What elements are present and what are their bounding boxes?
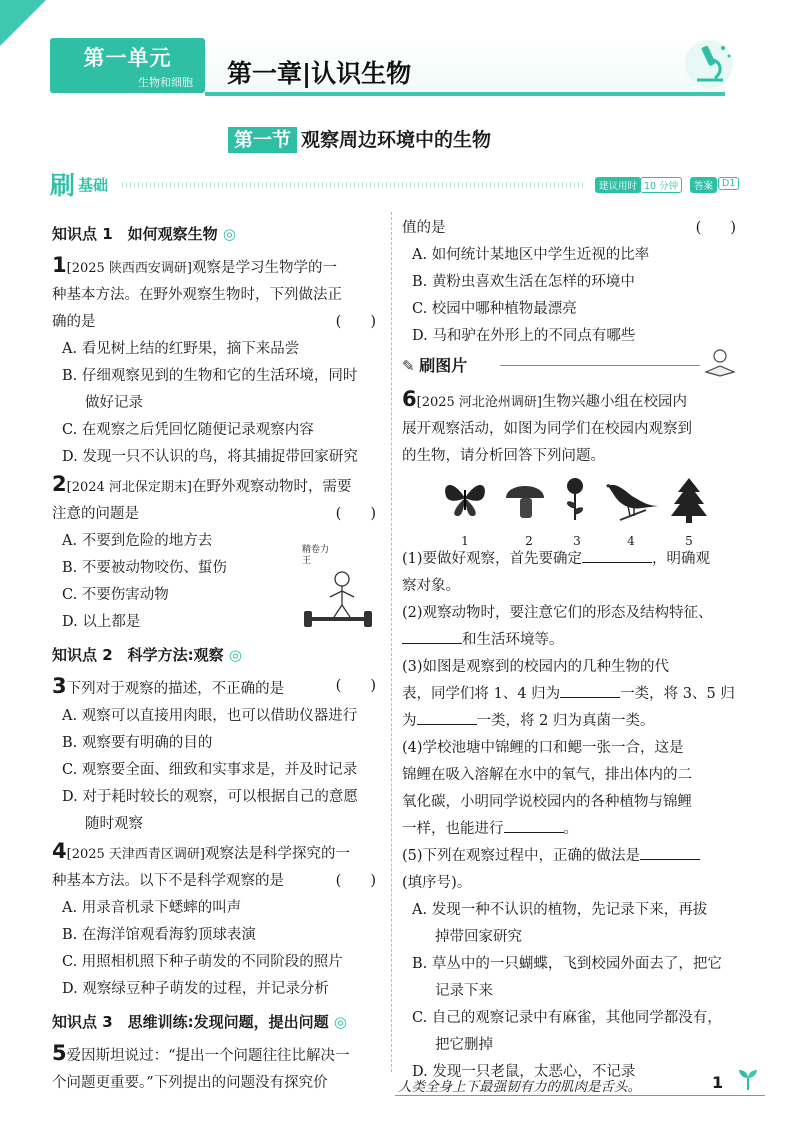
question-number: 6 xyxy=(402,387,417,411)
question-stem: 生物兴趣小组在校园内 xyxy=(542,394,687,410)
option-a: A. 发现一种不认识的植物，先记录下来，再拔 xyxy=(412,902,708,918)
question-source: [2025 河北沧州调研] xyxy=(416,395,542,410)
question-stem: 展开观察活动，如图为同学们在校园内观察到 xyxy=(402,421,692,437)
question-stem: 的生物，请分析回答下列问题。 xyxy=(402,448,605,464)
question-stem xyxy=(52,501,382,528)
option-a: A. 用录音机录下蟋蟀的叫声 xyxy=(62,900,242,916)
organisms-figure xyxy=(402,476,742,546)
question-stem-end: 注意的问题是 xyxy=(52,506,139,522)
subquestion-3-cont xyxy=(402,681,742,708)
column-divider xyxy=(391,212,392,1072)
section-name: 观察周边环境中的生物 xyxy=(301,129,492,151)
question-number: 3 xyxy=(52,674,67,698)
subquestion-4: (4)学校池塘中锦鲤的口和鳃一张一合，这是 xyxy=(402,740,684,756)
footer-quote: 人类全身上下最强韧有力的肌肉是舌头。 xyxy=(398,1079,641,1095)
option-c: C. 观察要全面、细致和实事求是，并及时记录 xyxy=(62,762,358,778)
option-c: C. 校园中哪种植物最漂亮 xyxy=(412,301,577,317)
target-icon: ◎ xyxy=(222,225,236,243)
answer-label: 答案 xyxy=(690,177,717,193)
answer-blank: ( ) xyxy=(335,678,376,694)
reader-icon xyxy=(702,346,738,378)
option-b: B. 仔细观察见到的生物和它的生活环境，同时 xyxy=(62,368,358,384)
microscope-icon xyxy=(683,38,735,90)
question-stem-end: 确的是 xyxy=(52,314,96,330)
question-number: 2 xyxy=(52,472,67,496)
question-stem xyxy=(52,309,382,336)
divider-line xyxy=(500,365,700,366)
tree-icon xyxy=(670,476,708,524)
option-c: C. 不要伤害动物 xyxy=(62,587,169,603)
question-source: [2025 陕西西安调研] xyxy=(66,261,192,276)
question-5 xyxy=(52,1040,382,1070)
figure-number: 2 xyxy=(525,534,533,548)
option-d: D. 观察绿豆种子萌发的过程，并记录分析 xyxy=(62,981,329,997)
subquestion-text: 一类，将 2 归为真菌一类。 xyxy=(476,713,655,729)
question-stem-end: 种基本方法。以下不是科学观察的是 xyxy=(52,873,284,889)
question-4 xyxy=(52,838,382,868)
dotted-rule xyxy=(122,182,586,188)
question-stem: 爱因斯坦说过：“提出一个问题往往比解决一 xyxy=(66,1048,350,1064)
question-stem xyxy=(402,215,742,242)
option-a: A. 观察可以直接用肉眼，也可以借助仪器进行 xyxy=(62,708,358,724)
question-stem: 在野外观察动物时，需要 xyxy=(192,479,352,495)
subquestion-text: 一样，也能进行 xyxy=(402,821,504,837)
question-3 xyxy=(52,673,382,703)
figure-number: 1 xyxy=(461,534,469,548)
fill-blank[interactable] xyxy=(504,816,564,833)
option-d: D. 发现一只不认识的鸟，将其捕捉带回家研究 xyxy=(62,449,358,465)
picture-practice-label: 刷图片 xyxy=(419,356,468,375)
knowledge-point-1 xyxy=(52,221,382,248)
option-b: B. 不要被动物咬伤、蜇伤 xyxy=(62,560,227,576)
subquestion-3-cont xyxy=(402,708,742,735)
question-number: 4 xyxy=(52,839,67,863)
question-number: 1 xyxy=(52,253,67,277)
option-c: C. 用照相机照下种子萌发的不同阶段的照片 xyxy=(62,954,343,970)
subquestion-text: (填序号)。 xyxy=(402,875,472,891)
mushroom-icon xyxy=(502,476,548,520)
option-d: D. 对于耗时较长的观察，可以根据自己的意愿 xyxy=(62,789,358,805)
question-stem-end: 值的是 xyxy=(402,220,446,236)
option-a-cont: 掉带回家研究 xyxy=(435,929,522,945)
weightlifter-icon xyxy=(302,567,374,631)
answer-blank: ( ) xyxy=(695,220,736,236)
answer-blank: ( ) xyxy=(335,314,376,330)
option-a: A. 如何统计某地区中学生近视的比率 xyxy=(412,247,650,263)
flower-icon xyxy=(560,476,590,522)
fill-blank[interactable] xyxy=(582,546,652,563)
option-a: A. 不要到危险的地方去 xyxy=(62,533,213,549)
knowledge-point-title: 知识点 1 如何观察生物 xyxy=(52,225,218,243)
butterfly-icon xyxy=(442,476,488,520)
knowledge-point-3 xyxy=(52,1009,382,1036)
knowledge-point-2 xyxy=(52,642,382,669)
pen-icon: ✎ xyxy=(402,357,415,375)
question-stem xyxy=(52,868,382,895)
question-1 xyxy=(52,252,382,282)
figure-number: 3 xyxy=(573,534,581,548)
subquestion-text: (5)下列在观察过程中，正确的做法是 xyxy=(402,848,641,864)
answer-blank: ( ) xyxy=(335,506,376,522)
option-d: D. 马和驴在外形上的不同点有哪些 xyxy=(412,328,636,344)
fill-blank[interactable] xyxy=(417,708,477,725)
option-c: C. 在观察之后凭回忆随便记录观察内容 xyxy=(62,422,314,438)
sprout-icon xyxy=(735,1066,761,1092)
unit-title: 第一单元 xyxy=(83,45,172,70)
subquestion-text: 锦鲤在吸入溶解在水中的氧气，排出体内的二 xyxy=(402,767,692,783)
subquestion-3: (3)如图是观察到的校园内的几种生物的代 xyxy=(402,659,670,675)
subquestion-text: 察对象。 xyxy=(402,578,460,594)
subquestion-text: 氧化碳，小明同学说校园内的各种植物与锦鲤 xyxy=(402,794,692,810)
subquestion-text: (1)要做好观察，首先要确定 xyxy=(402,551,583,567)
footer-rule xyxy=(395,1095,765,1096)
subquestion-text: 为 xyxy=(402,713,417,729)
subquestion-5 xyxy=(402,843,742,870)
unit-badge xyxy=(50,38,205,93)
subquestion-2: (2)观察动物时，要注意它们的形态及结构特征、 xyxy=(402,605,713,621)
subquestion-text: 和生活环境等。 xyxy=(462,632,564,648)
option-a: A. 看见树上结的红野果，摘下来品尝 xyxy=(62,341,300,357)
question-stem: 种基本方法。在野外观察生物时，下列做法正 xyxy=(52,287,342,303)
bird-icon xyxy=(602,476,660,522)
section-title xyxy=(228,125,491,152)
corner-decoration xyxy=(0,0,46,46)
knowledge-point-title: 知识点 2 科学方法:观察 xyxy=(52,646,224,664)
subquestion-2-cont xyxy=(402,627,742,654)
option-c-cont: 把它删掉 xyxy=(435,1037,493,1053)
subquestion-4-cont xyxy=(402,816,742,843)
option-d: D. 发现一只老鼠，太恶心，不记录 xyxy=(412,1064,636,1080)
question-source: [2024 河北保定期末] xyxy=(66,480,192,495)
question-stem: 下列对于观察的描述，不正确的是 xyxy=(66,681,285,697)
question-stem: 观察是学习生物学的一 xyxy=(192,260,337,276)
suggested-time-label: 建议用时 xyxy=(595,177,641,193)
suggested-time-value: 10 分钟 xyxy=(640,177,682,193)
subquestion-text: 。 xyxy=(563,821,578,837)
option-b: B. 在海洋馆观看海豹顶球表演 xyxy=(62,927,256,943)
option-b: B. 草丛中的一只蝴蝶，飞到校园外面去了，把它 xyxy=(412,956,722,972)
answer-page: D1 xyxy=(718,177,739,190)
option-b: B. 黄粉虫喜欢生活在怎样的环境中 xyxy=(412,274,635,290)
basic-label: 基础 xyxy=(78,176,109,194)
option-c: C. 自己的观察记录中有麻雀，其他同学都没有， xyxy=(412,1010,722,1026)
right-column xyxy=(402,215,742,1086)
unit-subtitle: 生物和细胞 xyxy=(138,76,193,89)
option-b-cont: 做好记录 xyxy=(85,395,143,411)
option-b: B. 观察要有明确的目的 xyxy=(62,735,213,751)
figure-number: 4 xyxy=(627,534,635,548)
option-d-cont: 随时观察 xyxy=(85,816,143,832)
left-column xyxy=(52,215,382,1097)
brush-label: 刷 xyxy=(50,171,76,200)
target-icon: ◎ xyxy=(333,1013,347,1031)
question-6 xyxy=(402,386,742,416)
page-number: 1 xyxy=(712,1073,724,1092)
knowledge-point-title: 知识点 3 思维训练:发现问题，提出问题 xyxy=(52,1013,329,1031)
cartoon-caption: 精卷力王 xyxy=(302,545,330,566)
subquestion-text: ，明确观 xyxy=(652,551,711,567)
chapter-header xyxy=(205,42,725,96)
figure-number: 5 xyxy=(685,534,693,548)
answer-blank: ( ) xyxy=(335,873,376,889)
section-number: 第一节 xyxy=(228,127,297,153)
picture-practice-bar xyxy=(402,352,742,382)
subquestion-text: 表，同学们将 1、4 归为 xyxy=(402,686,561,702)
question-number: 5 xyxy=(52,1041,67,1065)
fill-blank[interactable] xyxy=(402,627,462,644)
question-source: [2025 天津西青区调研] xyxy=(66,847,205,862)
chapter-title: 第一章|认识生物 xyxy=(227,59,412,88)
subquestion-text: 一类，将 3、5 归 xyxy=(620,686,735,702)
fill-blank[interactable] xyxy=(560,681,620,698)
target-icon: ◎ xyxy=(228,646,242,664)
weightlifter-cartoon xyxy=(302,545,374,635)
fill-blank[interactable] xyxy=(640,843,700,860)
option-b-cont: 记录下来 xyxy=(435,983,493,999)
question-stem: 观察法是科学探究的一 xyxy=(205,846,350,862)
question-stem: 个问题更重要。”下列提出的问题没有探究价 xyxy=(52,1075,328,1091)
basic-practice-bar xyxy=(50,168,736,198)
question-2 xyxy=(52,471,382,501)
option-d: D. 以上都是 xyxy=(62,614,141,630)
